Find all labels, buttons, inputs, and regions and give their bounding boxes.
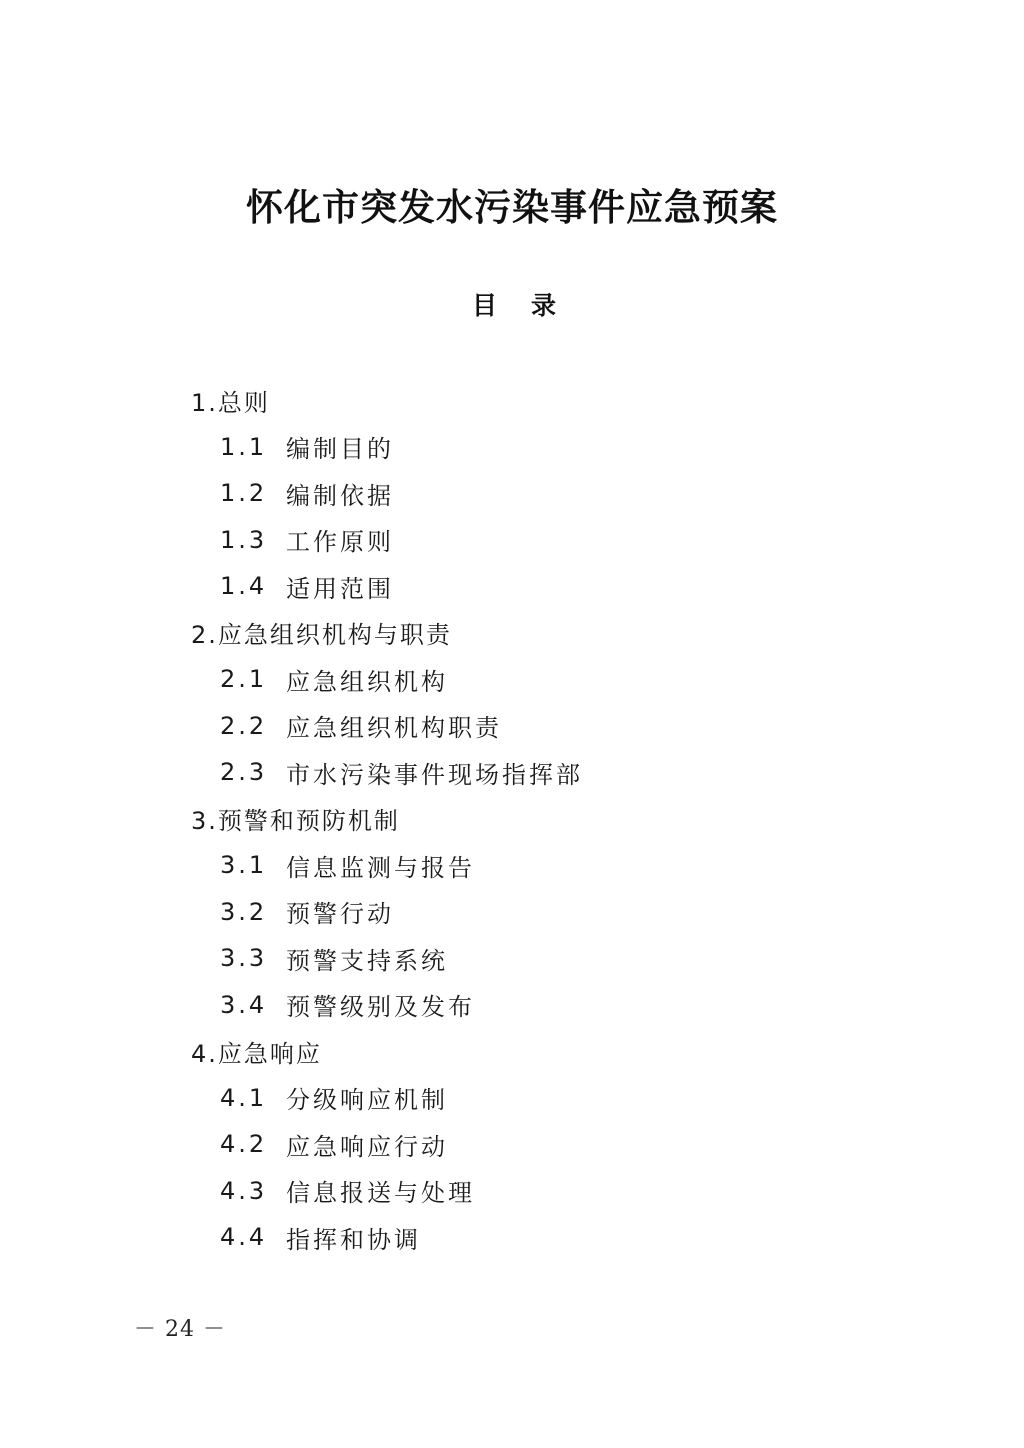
toc-subsection: [0, 1121, 1024, 1168]
toc-subsection-title: 编制目的: [286, 435, 394, 464]
toc-subsection-title: 预警行动: [286, 900, 394, 929]
toc-subsection-number: 4.1: [220, 1083, 268, 1112]
toc-subsection-number: 2.2: [220, 711, 268, 740]
toc-subsection: [0, 517, 1024, 564]
toc-subsection: [0, 1168, 1024, 1215]
toc-subsection: [0, 470, 1024, 517]
toc-subsection: [0, 889, 1024, 936]
toc-section-title: 3.预警和预防机制: [191, 807, 400, 836]
toc-subsection-title: 编制依据: [286, 481, 394, 510]
toc-subsection-number: 4.2: [220, 1130, 268, 1159]
toc-subsection-title: 信息报送与处理: [286, 1179, 475, 1208]
toc-subsection-number: 1.3: [220, 525, 268, 554]
toc-subsection-number: 3.4: [220, 990, 268, 1019]
toc-section-title: 2.应急组织机构与职责: [191, 621, 452, 650]
toc-section: [0, 610, 1024, 657]
toc-subsection-title: 市水污染事件现场指挥部: [286, 760, 583, 789]
toc-subsection-title: 应急响应行动: [286, 1132, 448, 1161]
toc-subsection-number: 3.2: [220, 897, 268, 926]
toc-section: [0, 1028, 1024, 1075]
toc-subsection-number: 1.4: [220, 572, 268, 601]
toc-subsection-title: 信息监测与报告: [286, 853, 475, 882]
toc-subsection-number: 2.1: [220, 665, 268, 694]
toc-subsection: [0, 1075, 1024, 1122]
toc-subsection: [0, 703, 1024, 750]
table-of-contents: [0, 377, 1024, 1261]
toc-subsection-title: 预警支持系统: [286, 946, 448, 975]
toc-subsection: [0, 982, 1024, 1029]
toc-subsection-title: 分级响应机制: [286, 1086, 448, 1115]
toc-subsection-number: 3.1: [220, 851, 268, 880]
toc-subsection: [0, 749, 1024, 796]
page-number: － 24 －: [134, 1317, 226, 1342]
toc-subsection-number: 3.3: [220, 944, 268, 973]
toc-subsection-number: 4.4: [220, 1223, 268, 1252]
toc-section: [0, 796, 1024, 843]
toc-subsection-title: 适用范围: [286, 574, 394, 603]
toc-subsection-title: 应急组织机构: [286, 667, 448, 696]
toc-subsection-title: 应急组织机构职责: [286, 714, 502, 743]
toc-subsection-number: 1.1: [220, 432, 268, 461]
toc-subsection: [0, 424, 1024, 471]
toc-subsection-number: 2.3: [220, 758, 268, 787]
toc-heading: 目录: [471, 291, 590, 320]
toc-section: [0, 377, 1024, 424]
toc-subsection-title: 工作原则: [286, 528, 394, 557]
toc-subsection-number: 4.3: [220, 1176, 268, 1205]
toc-section-title: 1.总则: [191, 388, 270, 417]
toc-subsection-number: 1.2: [220, 479, 268, 508]
toc-section-title: 4.应急响应: [191, 1039, 322, 1068]
toc-subsection: [0, 656, 1024, 703]
document-title: 怀化市突发水污染事件应急预案: [246, 185, 778, 229]
toc-subsection: [0, 842, 1024, 889]
toc-subsection: [0, 935, 1024, 982]
toc-subsection: [0, 1214, 1024, 1261]
toc-subsection: [0, 563, 1024, 610]
toc-subsection-title: 预警级别及发布: [286, 993, 475, 1022]
toc-subsection-title: 指挥和协调: [286, 1225, 421, 1254]
